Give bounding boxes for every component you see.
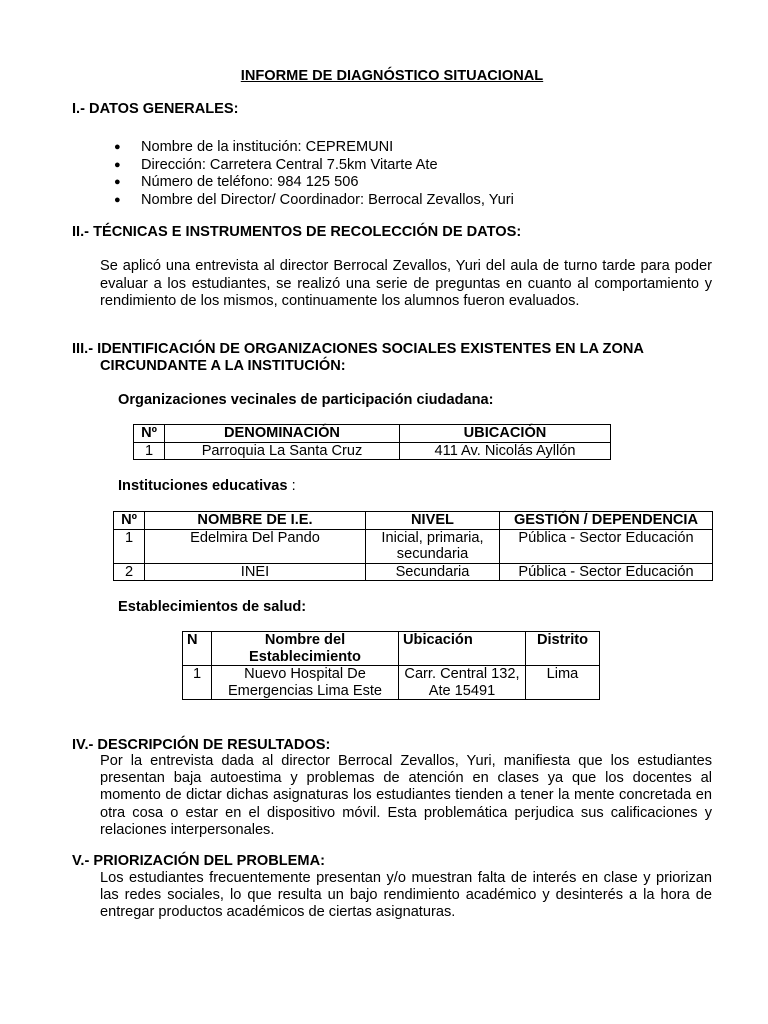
section-1-heading: I.- DATOS GENERALES: bbox=[72, 101, 239, 117]
section-5-heading: V.- PRIORIZACIÓN DEL PROBLEMA: bbox=[72, 853, 325, 869]
list-item: ● Nombre de la institución: CEPREMUNI bbox=[114, 139, 514, 157]
table-cell: Pública - Sector Educación bbox=[500, 529, 713, 563]
table-row bbox=[183, 666, 600, 700]
salud-label: Establecimientos de salud: bbox=[118, 599, 307, 615]
list-item: ● Nombre del Director/ Coordinador: Berrocal Zevallos, Yuri bbox=[114, 192, 514, 210]
column-header: Distrito bbox=[526, 632, 600, 666]
section-4-heading: IV.- DESCRIPCIÓN DE RESULTADOS: bbox=[72, 737, 331, 753]
section-3-heading-line2: CIRCUNDANTE A LA INSTITUCIÓN: bbox=[100, 358, 346, 374]
table-header-row bbox=[114, 512, 713, 530]
table-header-row bbox=[134, 425, 611, 443]
table-cell: Secundaria bbox=[366, 563, 500, 581]
column-header: N bbox=[183, 632, 212, 666]
section-4-text: Por la entrevista dada al director Berrocal Zevallos, Yuri, manifiesta que los estudiantes presentan baja autoestima y problemas de atención en clases ya que los docentes al momento de dictar dichas asignaturas los estudiantes tienden a tener la mente concretada en otra cosa o estar en el dispositivo móvil. Esta problemática perjudica sus calificaciones y relaciones interpersonales. bbox=[100, 753, 712, 838]
table-cell: INEI bbox=[145, 563, 366, 581]
general-data-list bbox=[114, 139, 514, 209]
educativas-label-colon: : bbox=[287, 478, 296, 494]
table-cell: 1 bbox=[114, 529, 145, 563]
column-header: Nº bbox=[134, 425, 165, 443]
educativas-table bbox=[113, 511, 713, 581]
column-header: GESTIÓN / DEPENDENCIA bbox=[500, 512, 713, 530]
table-cell: Carr. Central 132, Ate 15491 bbox=[399, 666, 526, 700]
table-cell: Edelmira Del Pando bbox=[145, 529, 366, 563]
educativas-label-text: Instituciones educativas bbox=[118, 478, 288, 494]
vecinales-table bbox=[133, 424, 611, 460]
list-item: ● Dirección: Carretera Central 7.5km Vitarte Ate bbox=[114, 157, 514, 175]
table-cell: 2 bbox=[114, 563, 145, 581]
section-2-text: Se aplicó una entrevista al director Berrocal Zevallos, Yuri del aula de turno tarde para poder evaluar a los estudiantes, se realizó una serie de preguntas en cuanto al comportamiento y rendimiento de los mismos, continuamente los alumnos fueron evaluados. bbox=[100, 258, 712, 309]
table-cell: Inicial, primaria, secundaria bbox=[366, 529, 500, 563]
table-cell: Nuevo Hospital De Emergencias Lima Este bbox=[212, 666, 399, 700]
list-item: ● Número de teléfono: 984 125 506 bbox=[114, 174, 514, 192]
vecinales-label: Organizaciones vecinales de participación ciudadana: bbox=[118, 392, 494, 408]
table-header-row bbox=[183, 632, 600, 666]
section-2-heading: II.- TÉCNICAS E INSTRUMENTOS DE RECOLECCIÓN DE DATOS: bbox=[72, 224, 522, 240]
section-5-text: Los estudiantes frecuentemente presentan y/o muestran falta de interés en clase y priorizan las redes sociales, lo que resulta un bajo rendimiento académico y desinterés a la hora de entregar productos académicos de ciertas asignaturas. bbox=[100, 870, 712, 921]
table-row bbox=[134, 442, 611, 460]
document-title: INFORME DE DIAGNÓSTICO SITUACIONAL bbox=[240, 68, 544, 84]
column-header: NIVEL bbox=[366, 512, 500, 530]
section-3-heading-line1: III.- IDENTIFICACIÓN DE ORGANIZACIONES SOCIALES EXISTENTES EN LA ZONA bbox=[72, 341, 644, 357]
table-cell: Parroquia La Santa Cruz bbox=[165, 442, 400, 460]
table-cell: Lima bbox=[526, 666, 600, 700]
column-header: NOMBRE DE I.E. bbox=[145, 512, 366, 530]
table-cell: 1 bbox=[134, 442, 165, 460]
table-row bbox=[114, 563, 713, 581]
table-cell: 1 bbox=[183, 666, 212, 700]
column-header: Nº bbox=[114, 512, 145, 530]
educativas-label bbox=[118, 478, 296, 495]
column-header: DENOMINACIÓN bbox=[165, 425, 400, 443]
table-row bbox=[114, 529, 713, 563]
column-header: Nombre del Establecimiento bbox=[212, 632, 399, 666]
section-3-heading bbox=[72, 341, 712, 375]
column-header: Ubicación bbox=[399, 632, 526, 666]
table-cell: Pública - Sector Educación bbox=[500, 563, 713, 581]
column-header: UBICACIÓN bbox=[400, 425, 611, 443]
salud-table bbox=[182, 631, 600, 700]
table-cell: 411 Av. Nicolás Ayllón bbox=[400, 442, 611, 460]
